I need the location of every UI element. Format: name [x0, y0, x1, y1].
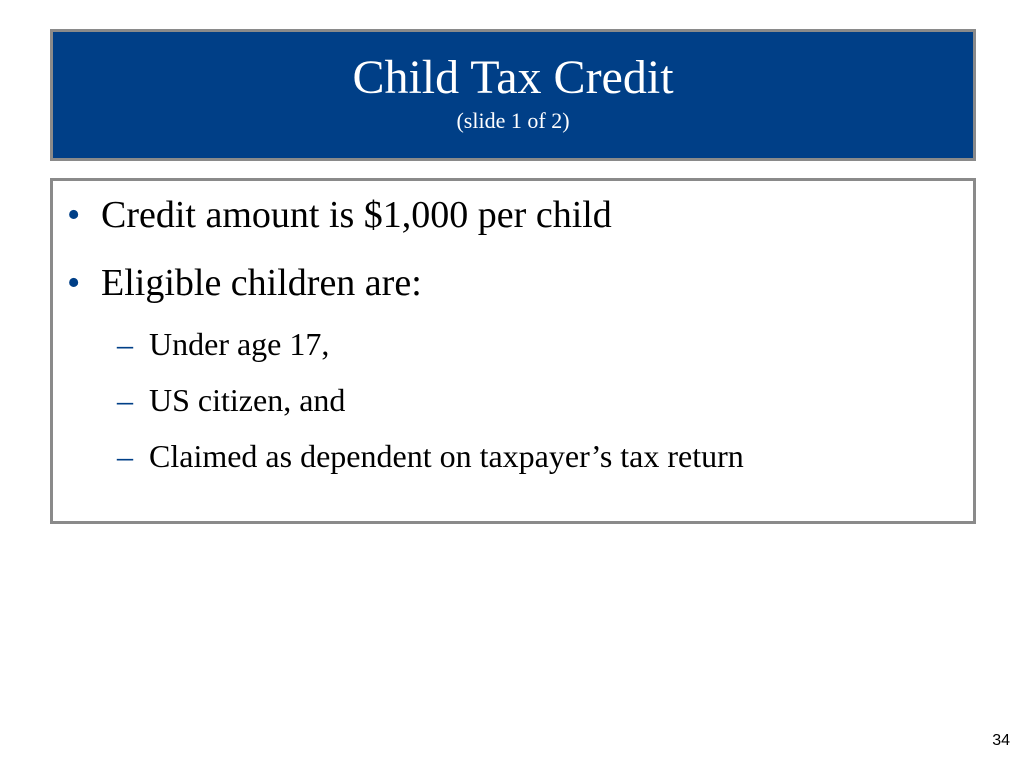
bullet-list [53, 181, 973, 475]
sub-bullet-text: US citizen, and [149, 382, 346, 418]
bullet-icon: • [67, 194, 81, 236]
sub-bullet-item [53, 325, 973, 363]
sub-bullet-item [53, 437, 973, 475]
sub-bullet-item [53, 381, 973, 419]
content-box [50, 178, 976, 524]
dash-icon: – [117, 438, 133, 474]
bullet-text: Credit amount is $1,000 per child [101, 194, 612, 236]
bullet-icon: • [67, 262, 81, 304]
title-banner [50, 29, 976, 161]
slide-subtitle: (slide 1 of 2) [456, 108, 570, 133]
bullet-item [53, 193, 973, 237]
dash-icon: – [117, 326, 133, 362]
dash-icon: – [117, 382, 133, 418]
sub-bullet-text: Claimed as dependent on taxpayer’s tax return [149, 438, 744, 474]
page-number: 34 [992, 732, 1010, 749]
bullet-item [53, 261, 973, 305]
bullet-text: Eligible children are: [101, 262, 422, 304]
sub-bullet-text: Under age 17, [149, 326, 330, 362]
slide-title: Child Tax Credit [352, 51, 674, 104]
